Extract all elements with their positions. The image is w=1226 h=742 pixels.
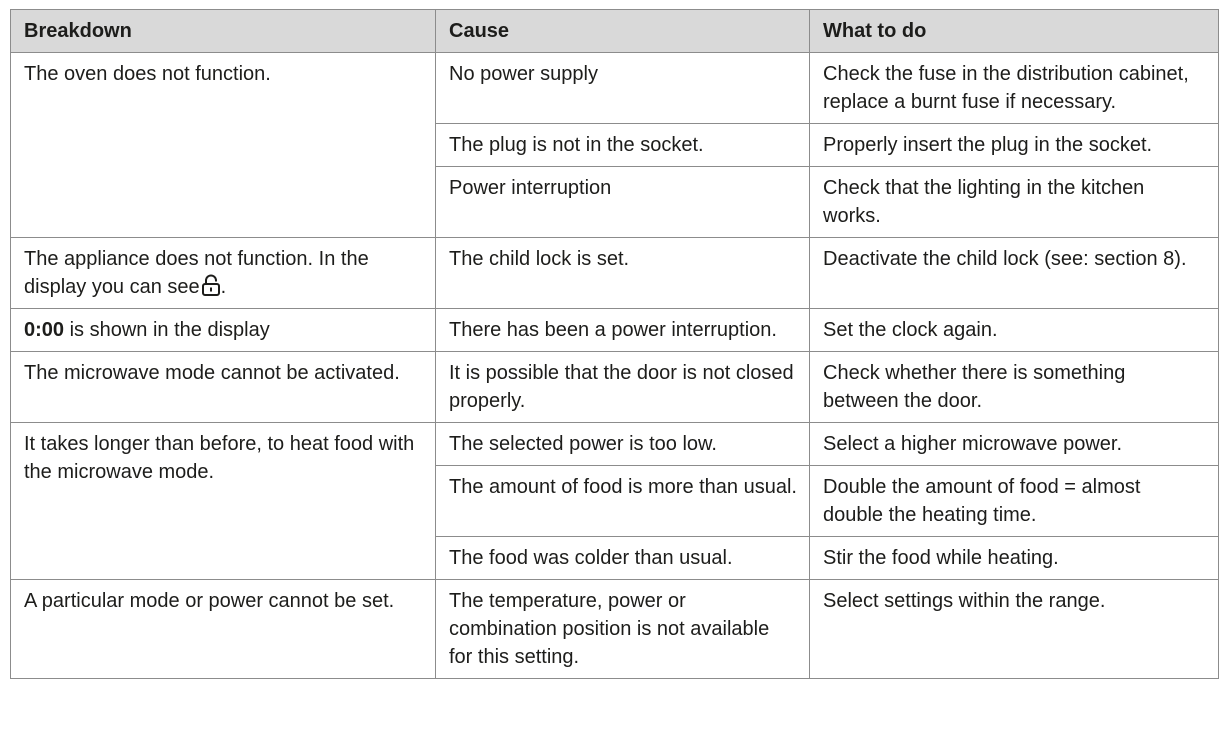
table-row	[11, 238, 1219, 309]
cause-cell: The food was colder than usual.	[436, 537, 810, 580]
action-cell: Set the clock again.	[810, 309, 1219, 352]
lock-icon	[201, 274, 221, 296]
breakdown-text: The appliance does not function. In the display you can see	[24, 248, 369, 298]
cause-cell: Power interruption	[436, 167, 810, 238]
troubleshooting-table	[10, 9, 1219, 679]
action-cell: Check the fuse in the distribution cabinet, replace a burnt fuse if necessary.	[810, 53, 1219, 124]
action-cell: Select settings within the range.	[810, 580, 1219, 679]
cause-cell: There has been a power interruption.	[436, 309, 810, 352]
header-what-to-do: What to do	[810, 10, 1219, 53]
display-readout: 0:00	[24, 319, 65, 341]
cause-cell: The child lock is set.	[436, 238, 810, 309]
action-cell: Double the amount of food = almost double the heating time.	[810, 466, 1219, 537]
breakdown-cell: A particular mode or power cannot be set.	[11, 580, 436, 679]
breakdown-cell	[11, 309, 436, 352]
breakdown-text: is shown in the display	[64, 319, 270, 341]
header-row	[11, 10, 1219, 53]
cause-cell: It is possible that the door is not closed properly.	[436, 352, 810, 423]
cause-cell: The selected power is too low.	[436, 423, 810, 466]
breakdown-period: .	[220, 276, 227, 298]
action-cell: Stir the food while heating.	[810, 537, 1219, 580]
action-cell: Check that the lighting in the kitchen works.	[810, 167, 1219, 238]
action-cell: Properly insert the plug in the socket.	[810, 124, 1219, 167]
cause-cell: No power supply	[436, 53, 810, 124]
breakdown-cell: It takes longer than before, to heat food with the microwave mode.	[11, 423, 436, 580]
cause-cell: The temperature, power or combination position is not available for this setting.	[436, 580, 810, 679]
header-breakdown: Breakdown	[11, 10, 436, 53]
table-row	[11, 352, 1219, 423]
header-cause: Cause	[436, 10, 810, 53]
table-row	[11, 309, 1219, 352]
cause-cell: The amount of food is more than usual.	[436, 466, 810, 537]
action-cell: Deactivate the child lock (see: section 8).	[810, 238, 1219, 309]
breakdown-cell	[11, 238, 436, 309]
action-cell: Select a higher microwave power.	[810, 423, 1219, 466]
cause-cell: The plug is not in the socket.	[436, 124, 810, 167]
table-row	[11, 580, 1219, 679]
table-row	[11, 53, 1219, 124]
action-cell: Check whether there is something between the door.	[810, 352, 1219, 423]
breakdown-cell: The oven does not function.	[11, 53, 436, 238]
table-row	[11, 423, 1219, 466]
breakdown-cell: The microwave mode cannot be activated.	[11, 352, 436, 423]
